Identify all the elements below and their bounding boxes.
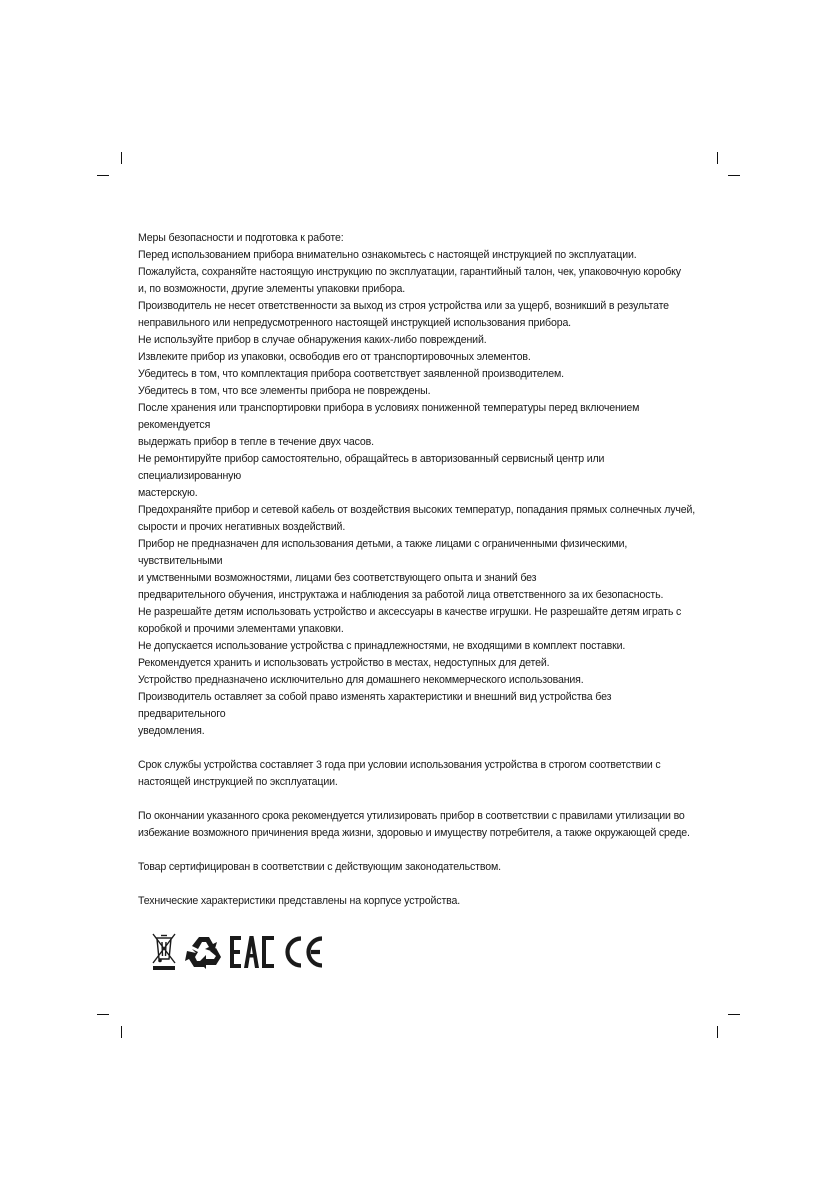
paragraph-gap [138, 791, 700, 808]
safety-line: предварительного обучения, инструктажа и наблюдения за работой лица ответственного за их безопасность. [138, 589, 664, 601]
safety-line: Убедитесь в том, что все элементы прибора не повреждены. [138, 385, 431, 397]
safety-line: уведомления. [138, 725, 205, 737]
safety-heading: Меры безопасности и подготовка к работе: [138, 232, 344, 244]
certification-marks [150, 930, 326, 974]
safety-line: Не допускается использование устройства с принадлежностями, не входящими в комплект поставки. [138, 640, 626, 652]
safety-line: Извлеките прибор из упаковки, освободив его от транспортировочных элементов. [138, 351, 531, 363]
safety-line: Не ремонтируйте прибор самостоятельно, обращайтесь в авторизованный сервисный центр или специализированную [138, 453, 605, 482]
safety-line: Пожалуйста, сохраняйте настоящую инструкцию по эксплуатации, гарантийный талон, чек, упаковочную коробку [138, 266, 681, 278]
safety-line: и умственными возможностями, лицами без соответствующего опыта и знаний без [138, 572, 537, 584]
safety-line: Рекомендуется хранить и использовать устройство в местах, недоступных для детей. [138, 657, 550, 669]
disposal-line: По окончании указанного срока рекомендуется утилизировать прибор в соответствии с правилами утилизации во [138, 810, 685, 822]
safety-line: выдержать прибор в тепле в течение двух часов. [138, 436, 374, 448]
safety-line: Прибор не предназначен для использования детьми, а также лицами с ограниченными физическими, чувствительными [138, 538, 628, 567]
service-life-line: Срок службы устройства составляет 3 года при условии использования устройства в строгом соответствии с [138, 759, 661, 771]
safety-line: После хранения или транспортировки прибора в условиях пониженной температуры перед включением рекомендуется [138, 402, 640, 431]
safety-line: и, по возможности, другие элементы упаковки прибора. [138, 283, 406, 295]
safety-line: Предохраняйте прибор и сетевой кабель от воздействия высоких температур, попадания прямых солнечных лучей, [138, 504, 696, 516]
safety-line: мастерскую. [138, 487, 198, 499]
crop-mark-bottom-right-v [717, 1026, 718, 1038]
weee-crossed-bin-icon [150, 932, 178, 972]
certification-text: Товар сертифицирован в соответствии с действующим законодательством. [138, 861, 501, 873]
paragraph-gap [138, 842, 700, 859]
safety-line: Не разрешайте детям использовать устройство и аксессуары в качестве игрушки. Не разрешайте детям играть с [138, 606, 682, 618]
paragraph-gap [138, 740, 700, 757]
crop-mark-bottom-left-h [97, 1014, 109, 1015]
safety-line: Производитель оставляет за собой право изменять характеристики и внешний вид устройства без предварительного [138, 691, 612, 720]
specs-text: Технические характеристики представлены на корпусе устройства. [138, 895, 461, 907]
crop-mark-top-right-v [717, 152, 718, 164]
crop-mark-top-left-h [97, 175, 109, 176]
crop-mark-bottom-left-v [121, 1026, 122, 1038]
paragraph-gap [138, 876, 700, 893]
safety-line: неправильного или непредусмотренного настоящей инструкцией использования прибора. [138, 317, 571, 329]
crop-mark-top-right-h [728, 175, 740, 176]
manual-text [138, 230, 700, 910]
crop-mark-bottom-right-h [728, 1014, 740, 1015]
safety-line: сырости и прочих негативных воздействий. [138, 521, 346, 533]
safety-line: Перед использованием прибора внимательно ознакомьтесь с настоящей инструкцией по эксплуатации. [138, 249, 637, 261]
ce-mark-icon [282, 934, 326, 970]
crop-mark-top-left-v [121, 152, 122, 164]
service-life-line: настоящей инструкцией по эксплуатации. [138, 776, 338, 788]
safety-line: Производитель не несет ответственности за выход из строя устройства или за ущерб, возникший в результате [138, 300, 669, 312]
safety-line: Убедитесь в том, что комплектация прибора соответствует заявленной производителем. [138, 368, 564, 380]
safety-line: Устройство предназначено исключительно для домашнего некоммерческого использования. [138, 674, 584, 686]
disposal-line: избежание возможного причинения вреда жизни, здоровью и имуществу потребителя, а также окружающей среде. [138, 827, 690, 839]
safety-line: коробкой и прочими элементами упаковки. [138, 623, 344, 635]
safety-line: Не используйте прибор в случае обнаружения каких-либо повреждений. [138, 334, 487, 346]
eac-mark-icon [230, 934, 276, 970]
recycle-icon [184, 934, 224, 970]
